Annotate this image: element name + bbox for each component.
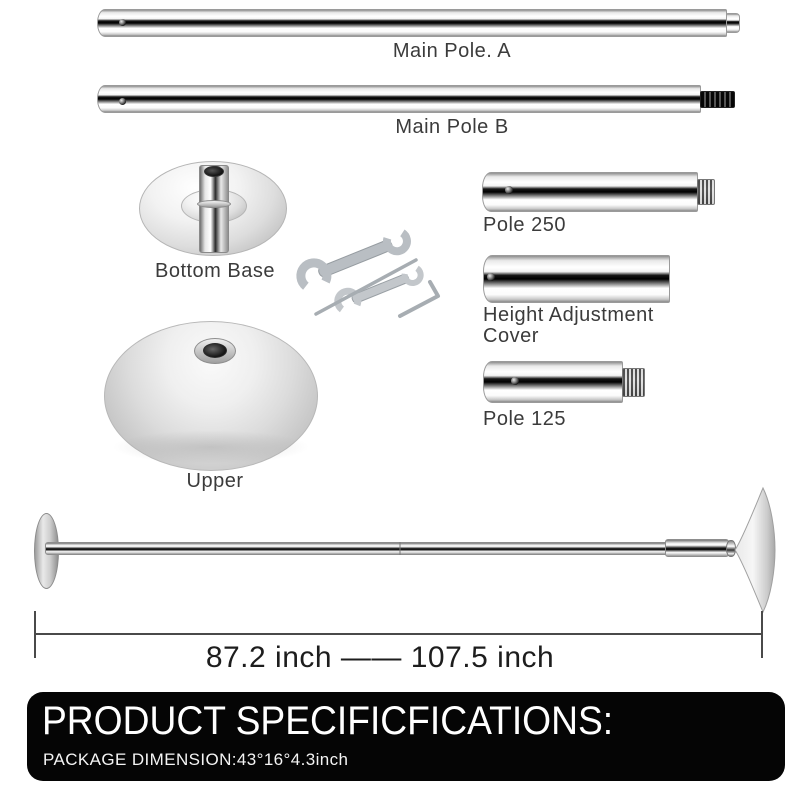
main-pole-b-screw-hole [119, 98, 126, 105]
assembled-right-dome-graphic [733, 486, 777, 614]
main-pole-a-label: Main Pole. A [392, 40, 512, 62]
pole-250-screw-hole [505, 186, 513, 194]
dimension-tick-right [761, 611, 763, 658]
bottom-base-mount-cylinder-graphic [199, 165, 229, 253]
height-adjustment-cover-label-line2: Cover [483, 325, 539, 347]
dimension-tick-left [34, 611, 36, 658]
dimension-range-label: 87.2 inch —— 107.5 inch [205, 641, 555, 674]
height-adjustment-cover-screw [487, 273, 495, 281]
dimension-line-horizontal [35, 633, 763, 635]
main-pole-a-screw-hole [119, 19, 126, 26]
height-adjustment-cover-graphic [483, 255, 670, 303]
assembled-pole-joint-line [399, 542, 401, 555]
upper-bearing-inner-hole [203, 343, 227, 358]
pole-250-graphic [482, 172, 698, 212]
assembled-pole-shaft-graphic [45, 542, 669, 555]
main-pole-b-threaded-tip-graphic [700, 91, 735, 108]
pole-125-screw-hole [511, 377, 519, 385]
wrench-tools-graphic [288, 212, 453, 324]
upper-dome-shadow-rim [112, 430, 310, 464]
specifications-title: PRODUCT SPECIFICFICATIONS: [42, 699, 614, 743]
pole-125-label: Pole 125 [483, 408, 566, 430]
pole-250-threaded-tip-graphic [697, 179, 715, 205]
main-pole-b-label: Main Pole B [395, 116, 509, 138]
height-adjustment-cover-label-line1: Height Adjustment [483, 304, 654, 326]
main-pole-a-tip-graphic [726, 13, 740, 33]
main-pole-b-graphic [97, 85, 701, 113]
upper-label: Upper [186, 470, 244, 492]
package-dimension-text: PACKAGE DIMENSION:43°16°4.3inch [43, 750, 349, 769]
height-adjustment-cover-label [483, 305, 654, 347]
assembled-pole-adjuster-sleeve-graphic [665, 539, 729, 557]
main-pole-a-graphic [97, 9, 727, 37]
pole-125-graphic [483, 361, 623, 403]
specifications-banner [27, 692, 785, 781]
pole-250-label: Pole 250 [483, 214, 566, 236]
bottom-base-top-hole [204, 166, 224, 177]
pole-125-threaded-tip-graphic [622, 368, 645, 397]
bottom-base-label: Bottom Base [154, 260, 275, 282]
bottom-base-mount-ring [197, 200, 231, 208]
